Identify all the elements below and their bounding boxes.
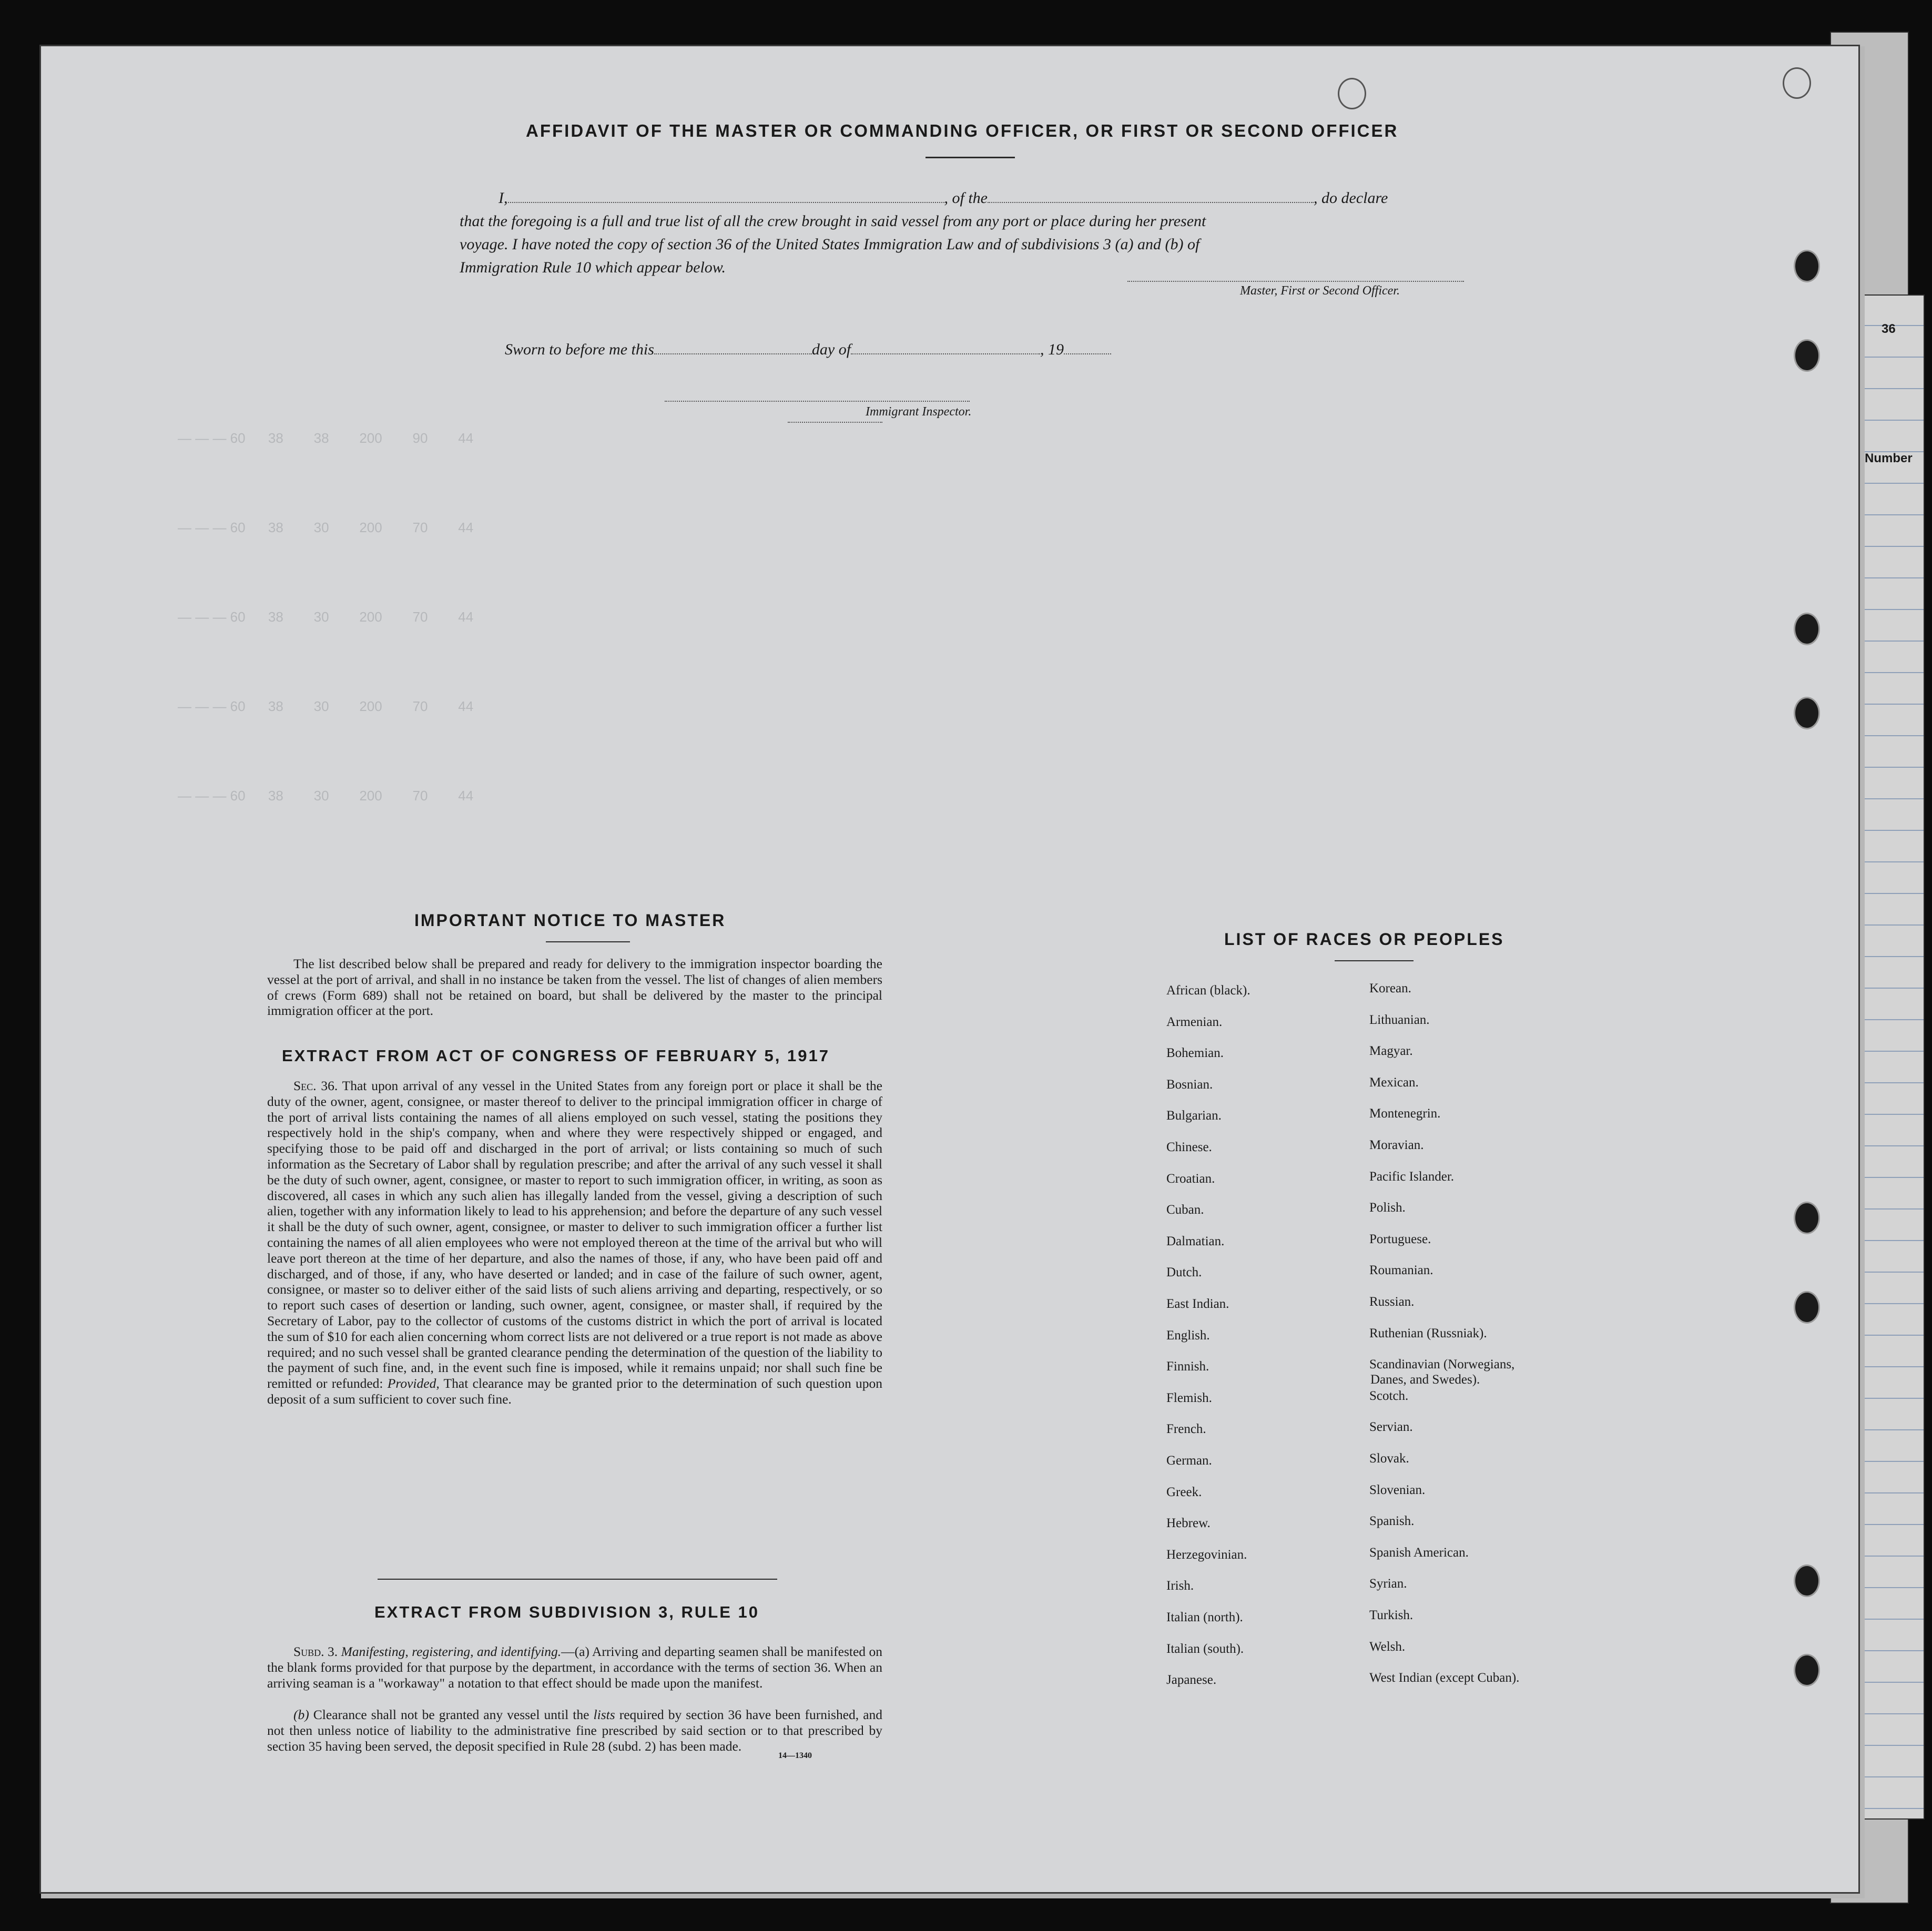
notice-body: The list described below shall be prepared and ready for delivery to the immigration inspector boarding the vessel at the port of arrival, and shall in no instance be taken from the vessel. The list of changes of alien members of crews (Form 689) shall not be retained on board, but shall be delivered by the master to the principal immigration officer at the port. — [267, 956, 882, 1019]
rule-para-a: —(a) Arriving and departing seamen shall be manifested on the blank forms provided for that purpose by the department, in accordance with the terms of section 36. When an arriving seaman is a "workaway" a notation to that effect should be made upon the manifest. — [267, 1644, 882, 1691]
master-signature-line — [1127, 269, 1464, 282]
rule-subd-label: Subd. 3. — [293, 1644, 338, 1659]
affidavit-title-rule — [926, 157, 1015, 158]
race-item: Cuban. — [1166, 1203, 1204, 1217]
notice-title-rule — [546, 941, 630, 942]
affidavit-line-4: Immigration Rule 10 which appear below. — [460, 259, 726, 276]
race-item: Polish. — [1369, 1201, 1406, 1215]
binding-hole — [1795, 698, 1818, 728]
race-item: Montenegrin. — [1369, 1106, 1441, 1121]
act-proviso-text: That clearance may be granted prior to the determination of such question upon deposit of a sum sufficient to cover such fine. — [267, 1376, 883, 1407]
notice-title: IMPORTANT NOTICE TO MASTER — [414, 911, 726, 930]
race-item: Spanish American. — [1369, 1545, 1469, 1560]
act-proviso-label: Provided, — [387, 1376, 440, 1391]
race-item: Scandinavian (Norwegians, — [1369, 1357, 1515, 1372]
race-item: Roumanian. — [1369, 1263, 1433, 1278]
race-item: Spanish. — [1369, 1514, 1415, 1529]
sworn-prefix: Sworn to before me this — [505, 341, 654, 358]
race-item: Portuguese. — [1369, 1232, 1431, 1246]
rule-para-b-label: (b) — [293, 1707, 309, 1722]
notice-text — [267, 956, 882, 1019]
binding-ring-hole — [1338, 78, 1366, 109]
race-item: Italian (south). — [1166, 1641, 1244, 1656]
race-item: Hebrew. — [1166, 1516, 1211, 1531]
underlying-ledger-page — [1862, 294, 1925, 1820]
binding-hole — [1795, 1655, 1818, 1685]
binding-hole — [1795, 614, 1818, 644]
race-item: Mexican. — [1369, 1075, 1419, 1090]
race-item: French. — [1166, 1422, 1206, 1437]
race-item: Chinese. — [1166, 1140, 1212, 1154]
form-number: 14—1340 — [778, 1751, 812, 1760]
race-item: Japanese. — [1166, 1673, 1217, 1688]
races-title-rule — [1335, 960, 1414, 961]
affidavit-declare: , do declare — [1314, 189, 1388, 207]
act-body: That upon arrival of any vessel in the United States from any foreign port or place it shall be the duty of the owner, agent, consignee, or master thereof to deliver to the principal immigration officer in charge of the port of arrival lists containing the names of all aliens employed on such vessel, stating the positions they respectively hold in the ship's company, when and where they were respectively shipped or engaged, and specifying those to be paid off and discharged in the port of arrival; or lists containing so much of such information as the Secretary of Labor shall by regulation prescribe; and after the arrival of any such vessel it shall be the duty of such owner, agent, consignee, or master to report to such immigration officer, in writing, as soon as discovered, all cases in which any such alien has illegally landed from the vessel, giving a description of such alien, together with any information likely to lead to his apprehension; and before the departure of any such vessel it shall be the duty of such owner, agent, consignee, or master to deliver to such immigration officer a further list containing the names of all alien employees who were not employed thereon at the time of the arrival but who will leave port thereon at the time of her departure, and also the names of those, if any, who have been paid off and discharged, and of those, if any, who have deserted or landed; and in case of the failure of such owner, agent, consignee, or master so to deliver either of the said lists of such aliens arriving and departing, respectively, or so to report such cases of desertion or landing, such owner, agent, consignee, or master shall, if required by the Secretary of Labor, pay to the collector of customs of the customs district in which the port of arrival is located the sum of $10 for each alien concerning whom correct lists are not delivered or a true report is not made as above required; and no such vessel shall be granted clearance pending the determination of the question of the liability to the payment of such fine, and, in the event such fine is imposed, while it remains unpaid; nor shall such fine be remitted or refunded: — [267, 1078, 882, 1391]
rule-para-b-lists: lists — [593, 1707, 615, 1722]
rule-para-b-1: Clearance shall not be granted any vessel until the — [313, 1707, 589, 1722]
race-item: Irish. — [1166, 1579, 1194, 1593]
race-scandinavian-continued: Danes, and Swedes). — [1370, 1373, 1480, 1387]
margin-page-number: 36 — [1882, 322, 1896, 336]
race-item: Lithuanian. — [1369, 1012, 1430, 1027]
bleed-through-row: — — — 60 38 30 200 70 44 — [178, 609, 474, 625]
race-item: English. — [1166, 1328, 1210, 1343]
race-item: Bohemian. — [1166, 1046, 1224, 1061]
race-item: Slovak. — [1369, 1451, 1409, 1466]
race-item: East Indian. — [1166, 1297, 1229, 1311]
rule-para-b-2: required by section 36 have been furnished, and not then unless notice of liability to the administrative fine prescribed by said section or to that prescribed by section 35 having been served, the deposit specified in Rule 28 (subd. 2) has been made. — [267, 1707, 883, 1754]
race-item: Russian. — [1369, 1295, 1415, 1309]
act-section-label: Sec. 36. — [293, 1078, 338, 1093]
act-title: EXTRACT FROM ACT OF CONGRESS OF FEBRUARY 5, 1917 — [282, 1046, 830, 1065]
race-item: Bosnian. — [1166, 1077, 1213, 1092]
binding-hole — [1795, 251, 1818, 281]
race-item: Herzegovinian. — [1166, 1547, 1247, 1562]
race-item: Ruthenian (Russniak). — [1369, 1326, 1487, 1340]
race-item: Syrian. — [1369, 1577, 1407, 1591]
race-item: Armenian. — [1166, 1014, 1223, 1029]
race-item: Slovenian. — [1369, 1482, 1426, 1497]
binding-hole — [1795, 341, 1818, 370]
race-item: Dalmatian. — [1166, 1234, 1225, 1248]
sworn-line — [505, 341, 1111, 359]
master-signature-label: Master, First or Second Officer. — [1240, 284, 1400, 298]
race-item: German. — [1166, 1454, 1212, 1468]
rule-text — [267, 1644, 882, 1691]
rule-title: EXTRACT FROM SUBDIVISION 3, RULE 10 — [374, 1603, 759, 1621]
race-item: Croatian. — [1166, 1171, 1215, 1186]
binding-ring-hole — [1783, 67, 1811, 99]
race-item: Turkish. — [1369, 1608, 1414, 1622]
race-item: Bulgarian. — [1166, 1109, 1222, 1123]
act-text — [267, 1078, 882, 1407]
affidavit-of-the: , of the — [944, 189, 988, 207]
binding-hole — [1795, 1293, 1818, 1322]
binding-hole — [1795, 1566, 1818, 1595]
race-item: Moravian. — [1369, 1138, 1424, 1152]
race-item: African (black). — [1166, 983, 1250, 998]
race-item: West Indian (except Cuban). — [1369, 1671, 1520, 1685]
affidavit-line-1 — [499, 189, 1388, 207]
race-item: Magyar. — [1369, 1044, 1413, 1059]
margin-column-label: Number — [1865, 451, 1913, 465]
races-title: LIST OF RACES OR PEOPLES — [1224, 930, 1504, 949]
sworn-year: , 19 — [1040, 341, 1064, 358]
bleed-through-row: — — — 60 38 30 200 70 44 — [178, 520, 474, 535]
form-page — [41, 46, 1858, 1892]
rule-text-b — [267, 1707, 882, 1754]
inspector-label: Immigrant Inspector. — [866, 405, 972, 419]
inspector-signature-line — [665, 389, 970, 402]
affidavit-i: I, — [499, 189, 508, 207]
bleed-through-row: — — — 60 38 38 200 90 44 — [178, 430, 474, 446]
act-end-rule — [378, 1579, 777, 1580]
race-item: Greek. — [1166, 1485, 1202, 1499]
rule-subd-heading: Manifesting, registering, and identifying. — [341, 1644, 562, 1659]
race-item: Welsh. — [1369, 1639, 1406, 1654]
affidavit-title: AFFIDAVIT OF THE MASTER OR COMMANDING OFFICER, OR FIRST OR SECOND OFFICER — [526, 121, 1399, 140]
affidavit-line-2: that the foregoing is a full and true list of all the crew brought in said vessel from any port or place during her present — [460, 212, 1206, 230]
bleed-through-row: — — — 60 38 30 200 70 44 — [178, 788, 474, 804]
race-item: Korean. — [1369, 981, 1411, 995]
race-item: Servian. — [1369, 1420, 1413, 1435]
race-item: Scotch. — [1369, 1388, 1409, 1403]
bleed-through-row: — — — 60 38 30 200 70 44 — [178, 698, 474, 714]
race-item: Dutch. — [1166, 1265, 1202, 1280]
race-item: Italian (north). — [1166, 1610, 1243, 1624]
affidavit-line-3: voyage. I have noted the copy of section 36 of the United States Immigration Law and of subdivisions 3 (a) and (b) of — [460, 236, 1200, 253]
sworn-day-of: day of — [811, 341, 851, 358]
binding-hole — [1795, 1203, 1818, 1233]
race-item: Pacific Islander. — [1369, 1169, 1455, 1184]
race-item: Finnish. — [1166, 1359, 1209, 1374]
race-item: Flemish. — [1166, 1390, 1212, 1405]
